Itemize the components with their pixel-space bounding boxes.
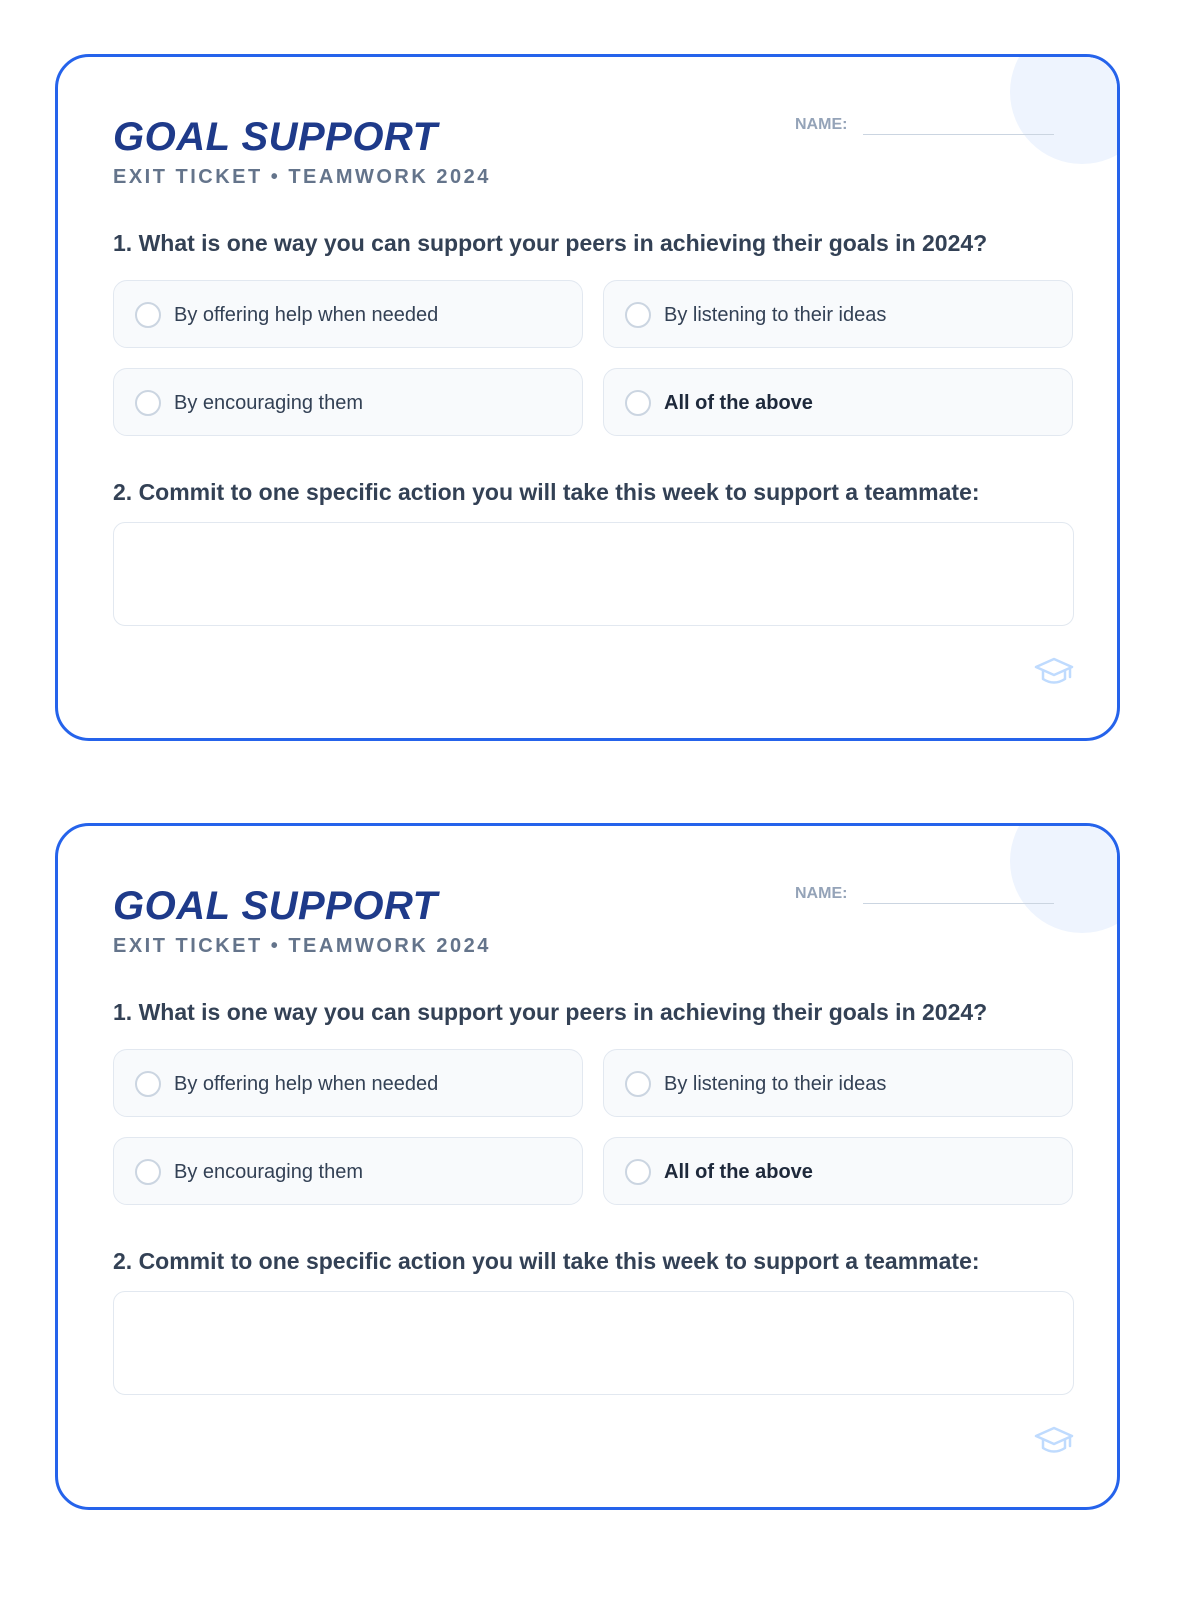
option-label: By encouraging them <box>174 1161 364 1183</box>
name-field[interactable] <box>863 134 1054 135</box>
exit-ticket-2 <box>55 823 1120 1510</box>
graduation-cap-icon <box>1034 655 1074 687</box>
radio-button[interactable] <box>625 390 651 416</box>
option-offering-help[interactable] <box>113 1049 583 1117</box>
option-label: By listening to their ideas <box>664 304 887 326</box>
option-all-of-the-above[interactable] <box>603 368 1073 436</box>
option-listening[interactable] <box>603 1049 1073 1117</box>
option-label: By listening to their ideas <box>664 1073 887 1095</box>
option-label: By encouraging them <box>174 392 364 414</box>
name-field[interactable] <box>863 903 1054 904</box>
question-2: 2. Commit to one specific action you will take this week to support a teammate: <box>113 1248 980 1274</box>
option-label: By offering help when needed <box>174 1073 439 1095</box>
radio-button[interactable] <box>625 302 651 328</box>
name-label: NAME: <box>795 885 848 902</box>
option-all-of-the-above[interactable] <box>603 1137 1073 1205</box>
ticket-title: GOAL SUPPORT <box>113 884 438 928</box>
ticket-subtitle: EXIT TICKET • TEAMWORK 2024 <box>113 935 491 957</box>
answer-input[interactable] <box>113 1291 1074 1395</box>
corner-decoration <box>1010 54 1120 164</box>
answer-input[interactable] <box>113 522 1074 626</box>
ticket-title: GOAL SUPPORT <box>113 115 438 159</box>
option-offering-help[interactable] <box>113 280 583 348</box>
option-label: All of the above <box>664 392 813 414</box>
radio-button[interactable] <box>135 1071 161 1097</box>
exit-ticket-1 <box>55 54 1120 741</box>
option-label: All of the above <box>664 1161 813 1183</box>
corner-decoration <box>1010 823 1120 933</box>
graduation-cap-icon <box>1034 1424 1074 1456</box>
radio-button[interactable] <box>135 302 161 328</box>
ticket-subtitle: EXIT TICKET • TEAMWORK 2024 <box>113 166 491 188</box>
radio-button[interactable] <box>135 1159 161 1185</box>
option-encouraging[interactable] <box>113 368 583 436</box>
name-label: NAME: <box>795 116 848 133</box>
option-listening[interactable] <box>603 280 1073 348</box>
option-encouraging[interactable] <box>113 1137 583 1205</box>
radio-button[interactable] <box>625 1071 651 1097</box>
radio-button[interactable] <box>135 390 161 416</box>
question-1: 1. What is one way you can support your peers in achieving their goals in 2024? <box>113 999 988 1025</box>
question-1: 1. What is one way you can support your peers in achieving their goals in 2024? <box>113 230 988 256</box>
option-label: By offering help when needed <box>174 304 439 326</box>
question-2: 2. Commit to one specific action you will take this week to support a teammate: <box>113 479 980 505</box>
radio-button[interactable] <box>625 1159 651 1185</box>
